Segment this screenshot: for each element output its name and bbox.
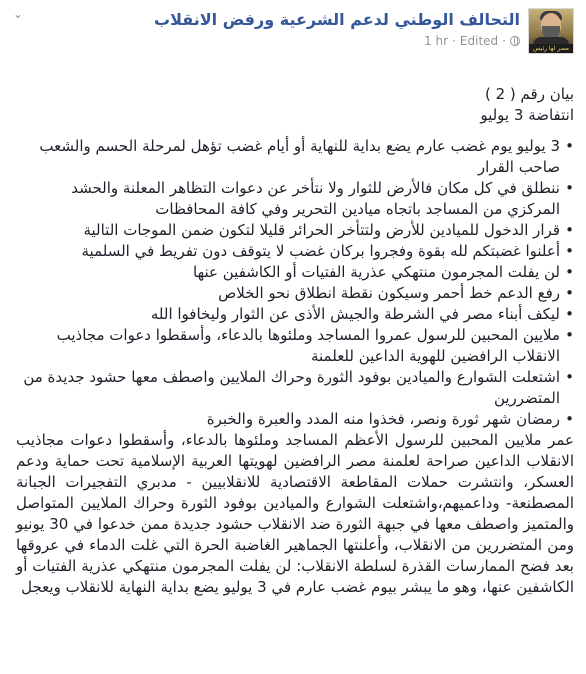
list-item: • رفع الدعم خط أحمر وسيكون نقطة انطلاق نحو الخلاص [16, 283, 574, 304]
avatar[interactable] [528, 8, 574, 54]
list-item: • 3 يوليو يوم غضب عارم يضع بداية للنهاية أو أيام غضب تؤهل لمرحلة الحسم والشعب صاحب القرار [16, 136, 574, 178]
globe-icon[interactable] [510, 36, 520, 46]
post-paragraph: عمر ملايين المحبين للرسول الأعظم المساجد وملئوها بالدعاء، وأسقطوا دعوات مجاذيب الانقلاب الداعين صراحة لعلمنة مصر الرافضين لهويتها العربية الإسلامية تحت حماية ودعم العسكر، وانتشرت حملات المقاطعة الاقتصادية للانقلابيين - مدبري التفجيرات الجبانة المصطنعة- وداعميهم،واشتعلت الشوارع والميادين بوفود الثورة وحراك الملايين المتواصل والمتميز واصطف معها في جبهة الثورة ضد الانقلاب حشود جديدة ممن خدعوا في 30 يونيو ومن المتضررين من الانقلاب، وأعلنتها الجماهير الغاضبة الحرة التي غلت الدماء في عروقها بعد فضح الممارسات القذرة لسلطة الانقلاب: لن يفلت المجرمون منتهكي عذرية الفتيات أو الكاشفين عنها، وهو ما يبشر بيوم غضب عارم في 3 يوليو يضع بداية النهاية للانقلاب ويعجل [16, 431, 574, 596]
post-title-block [16, 84, 574, 126]
list-item: • رمضان شهر ثورة ونصر، فخذوا منه المدد والعبرة والخبرة [16, 409, 574, 430]
list-item: • قرار الدخول للميادين للأرض ولتتأخر الحرائر قليلا لتكون ضمن الموجات التالية [16, 220, 574, 241]
avatar-caption: مصر لها رئيس [529, 44, 573, 53]
post-body [16, 84, 574, 598]
post-meta [16, 34, 520, 48]
edited-label[interactable]: Edited [459, 34, 499, 48]
list-item: • لن يفلت المجرمون منتهكي عذرية الفتيات أو الكاشفين عنها [16, 262, 574, 283]
list-item: • ننطلق في كل مكان فالأرض للثوار ولا نتأخر عن دعوات التظاهر المعلنة والحشد المركزي من المساجد باتجاه ميادين التحرير وفي كافة المحافظات [16, 178, 574, 220]
list-item: • أعلنوا غضبتكم لله بقوة وفجروا بركان غضب لا يتوقف دون تفريط في السلمية [16, 241, 574, 262]
list-item: • اشتعلت الشوارع والميادين بوفود الثورة وحراك الملايين واصطف معها حشود جديدة من المتضررين [16, 367, 574, 409]
meta-separator-2: · [502, 34, 506, 48]
post-time[interactable]: 1 hr [424, 34, 449, 48]
meta-separator: · [452, 34, 456, 48]
post-header [16, 0, 574, 84]
chevron-down-icon[interactable]: ⌄ [12, 7, 24, 21]
list-item: • ملايين المحبين للرسول عمروا المساجد وملئوها بالدعاء، وأسقطوا دعوات مجاذيب الانقلاب الرافضين للهوية الداعين للعلمنة [16, 325, 574, 367]
statement-number: بيان رقم ( 2 ) [484, 85, 574, 103]
statement-title: انتفاضة 3 يوليو [480, 106, 574, 124]
page-name-link[interactable]: التحالف الوطني لدعم الشرعية ورفض الانقلاب [153, 10, 520, 29]
list-item: • ليكف أبناء مصر في الشرطة والجيش الأذى عن الثوار وليخافوا الله [16, 304, 574, 325]
post-author-block [16, 0, 520, 48]
bullet-list [16, 136, 574, 430]
